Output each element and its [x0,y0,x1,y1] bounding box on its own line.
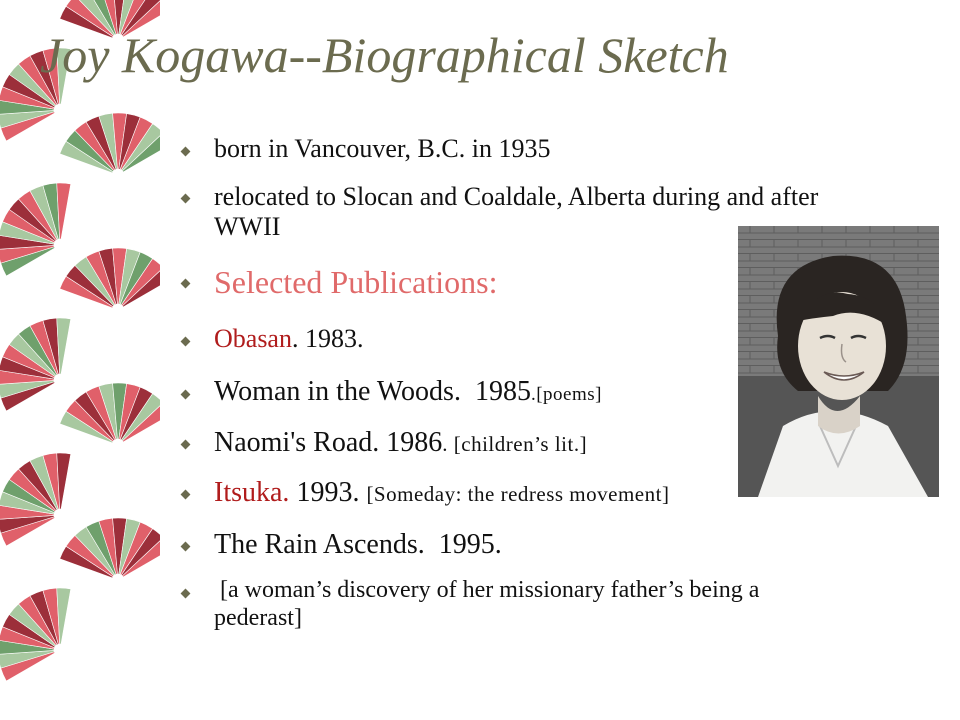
fan-icon [0,318,71,411]
book-entry: Woman in the Woods. 1985 [214,376,531,408]
diamond-bullet-icon [181,337,191,347]
book-year: 1993. [289,476,367,508]
book-note: .[poems] [530,384,602,406]
book-note: . [children’s lit.] [442,431,588,456]
bullet-birth [180,134,840,164]
book-title-itsuka: Itsuka. [214,476,290,508]
diamond-bullet-icon [181,194,191,204]
bullet-rain-ascends-note [180,577,840,632]
diamond-bullet-icon [181,279,191,289]
bullet-text: [a woman’s discovery of her missionary father’s being a pederast] [214,577,766,631]
decorative-fan-border [0,0,160,720]
portrait-photo-illustration [738,226,939,497]
portrait-photo [738,226,939,497]
diamond-bullet-icon [181,490,191,500]
diamond-bullet-icon [181,146,191,156]
diamond-bullet-icon [181,542,191,552]
bullet-text: born in Vancouver, B.C. in 1935 [214,134,551,163]
book-year: . 1983. [291,324,364,354]
book-entry: Naomi's Road. 1986 [214,426,443,458]
fan-icon [0,453,71,546]
fan-icon [60,518,160,578]
fan-icon [60,248,160,308]
book-note: [Someday: the redress movement] [366,481,670,506]
bullet-rain-ascends [180,529,840,561]
diamond-bullet-icon [181,389,191,399]
book-title-obasan: Obasan [214,324,292,354]
diamond-bullet-icon [181,588,191,598]
publications-heading: Selected Publications: [214,263,498,300]
fan-icon [0,183,71,276]
fan-icon [0,588,71,681]
diamond-bullet-icon [181,440,191,450]
bullet-text: relocated to Slocan and Coaldale, Alberta during and after WWII [214,181,819,241]
book-entry: The Rain Ascends. 1995. [214,528,502,560]
fan-icon [60,113,160,173]
fan-icon [60,383,160,443]
page-title: Joy Kogawa--Biographical Sketch [40,27,729,83]
